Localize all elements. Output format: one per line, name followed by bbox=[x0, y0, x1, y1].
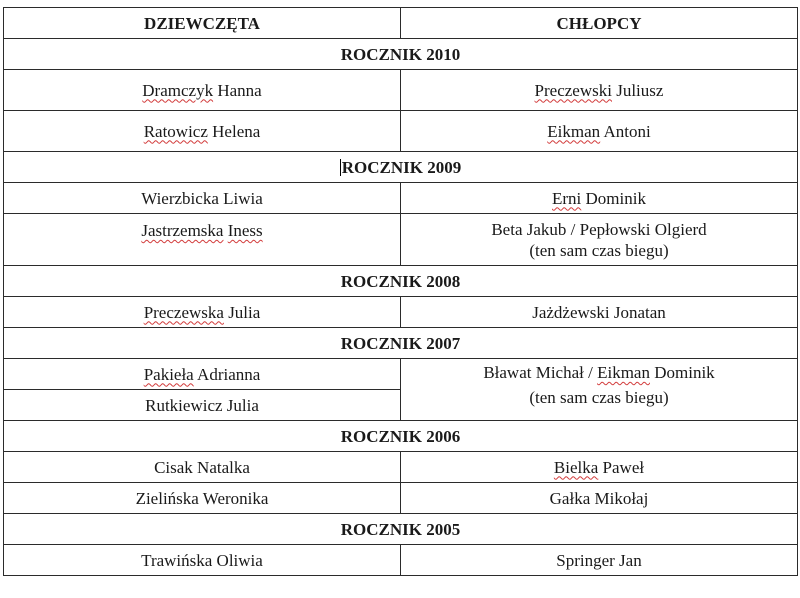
boy-name bbox=[401, 214, 798, 266]
spell-flagged-name: Iness bbox=[227, 221, 263, 240]
boy-name bbox=[401, 183, 798, 214]
year-label: ROCZNIK 2006 bbox=[4, 421, 798, 452]
table-row bbox=[4, 359, 798, 390]
table-row bbox=[4, 214, 798, 266]
table-row bbox=[4, 111, 798, 152]
table-row bbox=[4, 70, 798, 111]
boy-name: Springer Jan bbox=[401, 545, 798, 576]
header-girls: DZIEWCZĘTA bbox=[4, 8, 401, 39]
name-part: Juliusz bbox=[611, 80, 664, 100]
year-label: ROCZNIK 2007 bbox=[4, 328, 798, 359]
girl-name bbox=[4, 297, 401, 328]
results-table bbox=[3, 7, 798, 576]
year-label: ROCZNIK 2005 bbox=[4, 514, 798, 545]
spell-flagged-name: Erni bbox=[552, 188, 582, 208]
boy-name bbox=[401, 111, 798, 152]
year-row bbox=[4, 328, 798, 359]
table-row bbox=[4, 452, 798, 483]
spell-flagged-name: Pakieła bbox=[143, 364, 194, 384]
header-boys: CHŁOPCY bbox=[401, 8, 798, 39]
name-part: Dominik bbox=[581, 188, 646, 208]
girl-name bbox=[4, 214, 401, 266]
year-label: ROCZNIK 2010 bbox=[4, 39, 798, 70]
name-part: Adrianna bbox=[193, 364, 261, 384]
boy-name bbox=[401, 70, 798, 111]
year-row bbox=[4, 421, 798, 452]
name-part: Helena bbox=[207, 121, 261, 141]
boy-name: Gałka Mikołaj bbox=[401, 483, 798, 514]
name-part: Hanna bbox=[213, 80, 262, 100]
table-row bbox=[4, 545, 798, 576]
year-row bbox=[4, 514, 798, 545]
boy-name bbox=[401, 359, 798, 421]
name-line: Beta Jakub / Pepłowski Olgierd bbox=[491, 219, 707, 239]
girl-name: Trawińska Oliwia bbox=[4, 545, 401, 576]
table-row bbox=[4, 183, 798, 214]
name-part: Bławat Michał / bbox=[483, 363, 598, 382]
table-row bbox=[4, 483, 798, 514]
text-cursor bbox=[340, 159, 341, 176]
table-row bbox=[4, 297, 798, 328]
boy-name bbox=[401, 452, 798, 483]
year-row bbox=[4, 152, 798, 183]
girl-name: Wierzbicka Liwia bbox=[4, 183, 401, 214]
spell-flagged-name: Eikman bbox=[547, 121, 601, 141]
spell-flagged-name: Preczewska bbox=[143, 302, 224, 322]
name-part: Antoni bbox=[600, 121, 651, 141]
spell-flagged-name: Dramczyk bbox=[142, 80, 214, 100]
year-label: ROCZNIK 2009 bbox=[341, 157, 462, 177]
girl-name: Cisak Natalka bbox=[4, 452, 401, 483]
tie-note: (ten sam czas biegu) bbox=[529, 240, 669, 260]
year-row bbox=[4, 39, 798, 70]
spell-flagged-name: Bielka bbox=[553, 457, 599, 477]
tie-note: (ten sam czas biegu) bbox=[529, 388, 669, 407]
name-part: Julia bbox=[223, 302, 261, 322]
girl-name bbox=[4, 359, 401, 390]
girl-name bbox=[4, 70, 401, 111]
spell-flagged-name: Jastrzemska bbox=[141, 221, 224, 240]
girl-name bbox=[4, 111, 401, 152]
girl-name: Rutkiewicz Julia bbox=[4, 390, 401, 421]
spell-flagged-name: Ratowicz bbox=[143, 121, 208, 141]
girl-name: Zielińska Weronika bbox=[4, 483, 401, 514]
year-label: ROCZNIK 2008 bbox=[4, 266, 798, 297]
spell-flagged-name: Preczewski bbox=[534, 80, 612, 100]
year-row bbox=[4, 266, 798, 297]
header-row bbox=[4, 8, 798, 39]
name-part: Dominik bbox=[649, 363, 715, 382]
name-part: Paweł bbox=[598, 457, 645, 477]
boy-name: Jażdżewski Jonatan bbox=[401, 297, 798, 328]
spell-flagged-name: Eikman bbox=[597, 363, 650, 382]
